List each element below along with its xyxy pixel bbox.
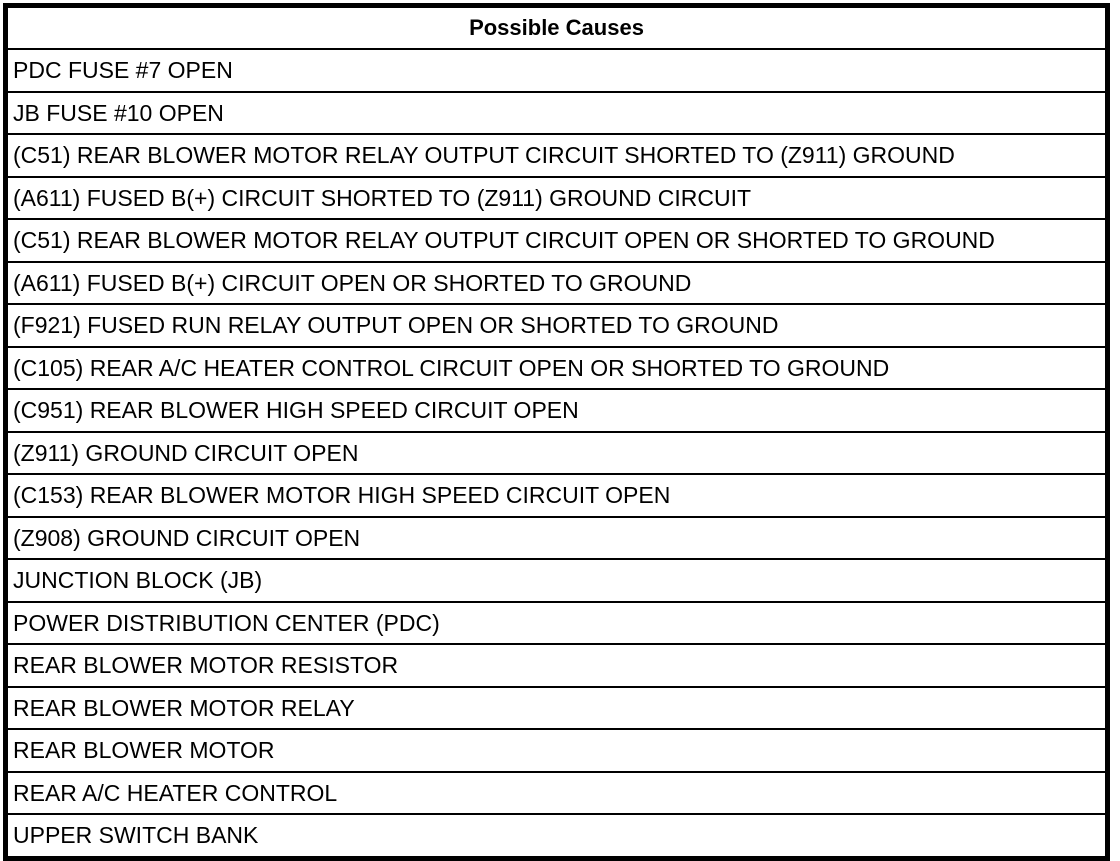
- table-row: [8, 517, 1105, 560]
- table-header: Possible Causes: [469, 15, 644, 41]
- cause-cell: REAR A/C HEATER CONTROL: [8, 772, 1105, 815]
- cause-cell: JB FUSE #10 OPEN: [8, 92, 1105, 135]
- table-row: [8, 262, 1105, 305]
- table-row: [8, 219, 1105, 262]
- table-row: [8, 134, 1105, 177]
- table-row: [8, 559, 1105, 602]
- table-row: [8, 644, 1105, 687]
- table-row: [8, 602, 1105, 645]
- table-row: [8, 389, 1105, 432]
- cause-cell: (C951) REAR BLOWER HIGH SPEED CIRCUIT OPEN: [8, 389, 1105, 432]
- cause-cell: PDC FUSE #7 OPEN: [8, 49, 1105, 92]
- table-row: [8, 432, 1105, 475]
- table-row: [8, 49, 1105, 92]
- table-row: [8, 729, 1105, 772]
- cause-cell: REAR BLOWER MOTOR: [8, 729, 1105, 772]
- table-row: [8, 687, 1105, 730]
- cause-cell: (A611) FUSED B(+) CIRCUIT SHORTED TO (Z911) GROUND CIRCUIT: [8, 177, 1105, 220]
- table-row: [8, 772, 1105, 815]
- table-row: [8, 474, 1105, 517]
- cause-cell: (C51) REAR BLOWER MOTOR RELAY OUTPUT CIRCUIT OPEN OR SHORTED TO GROUND: [8, 219, 1105, 262]
- cause-cell: UPPER SWITCH BANK: [8, 814, 1105, 856]
- possible-causes-table-frame: [3, 3, 1110, 861]
- table-row: [8, 92, 1105, 135]
- possible-causes-table: [8, 8, 1105, 856]
- cause-cell: (F921) FUSED RUN RELAY OUTPUT OPEN OR SHORTED TO GROUND: [8, 304, 1105, 347]
- table-row: [8, 177, 1105, 220]
- cause-cell: (Z908) GROUND CIRCUIT OPEN: [8, 517, 1105, 560]
- cause-cell: (Z911) GROUND CIRCUIT OPEN: [8, 432, 1105, 475]
- cause-cell: REAR BLOWER MOTOR RESISTOR: [8, 644, 1105, 687]
- table-row: [8, 814, 1105, 856]
- cause-cell: POWER DISTRIBUTION CENTER (PDC): [8, 602, 1105, 645]
- cause-cell: (A611) FUSED B(+) CIRCUIT OPEN OR SHORTED TO GROUND: [8, 262, 1105, 305]
- table-row: [8, 347, 1105, 390]
- cause-cell: REAR BLOWER MOTOR RELAY: [8, 687, 1105, 730]
- cause-cell: (C153) REAR BLOWER MOTOR HIGH SPEED CIRCUIT OPEN: [8, 474, 1105, 517]
- table-header-row: [8, 8, 1105, 49]
- table-row: [8, 304, 1105, 347]
- cause-cell: (C51) REAR BLOWER MOTOR RELAY OUTPUT CIRCUIT SHORTED TO (Z911) GROUND: [8, 134, 1105, 177]
- cause-cell: (C105) REAR A/C HEATER CONTROL CIRCUIT OPEN OR SHORTED TO GROUND: [8, 347, 1105, 390]
- cause-cell: JUNCTION BLOCK (JB): [8, 559, 1105, 602]
